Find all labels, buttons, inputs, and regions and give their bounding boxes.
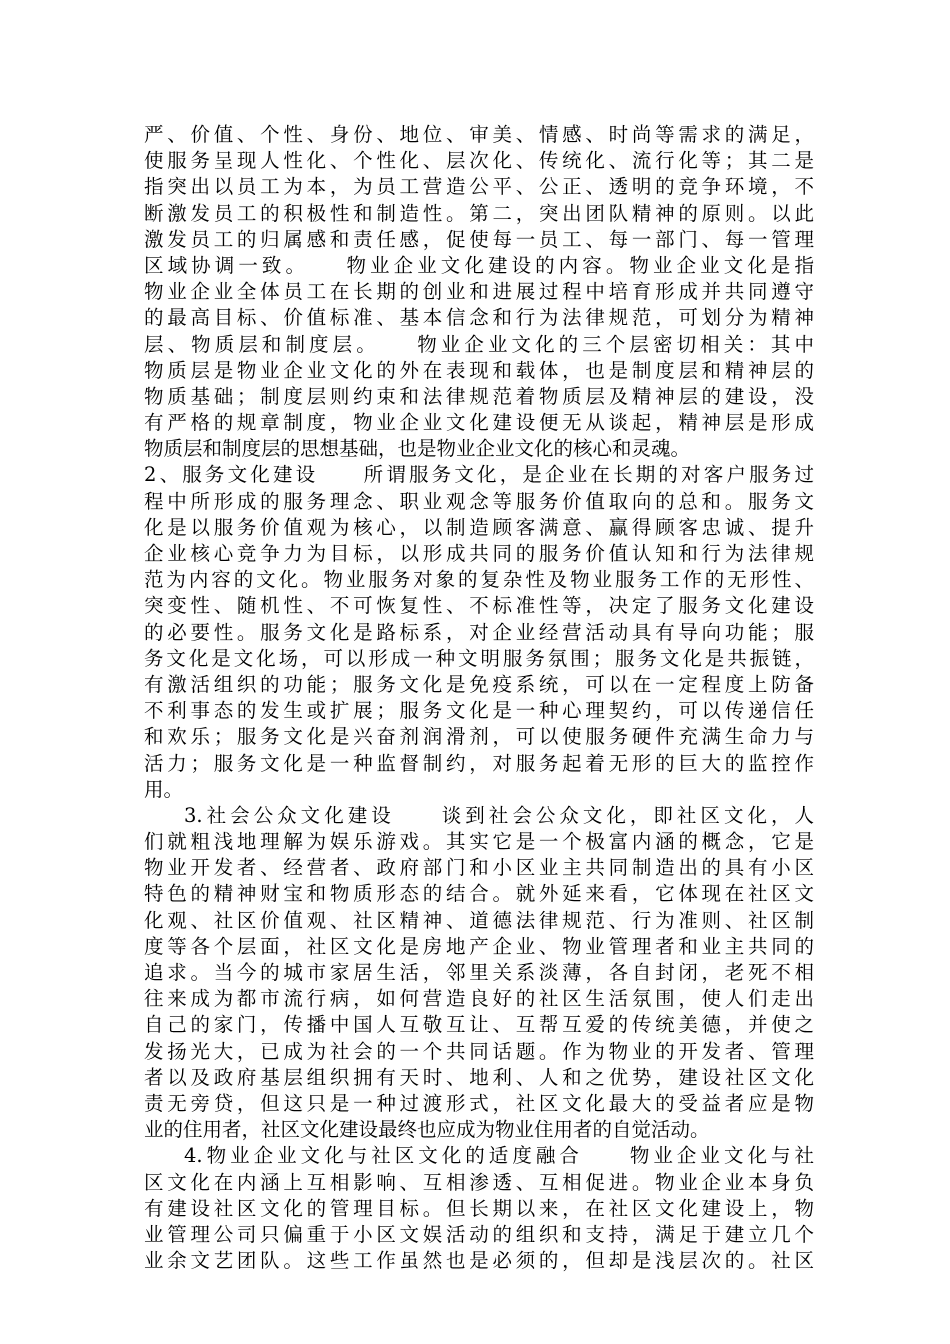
- text-line: 务文化是文化场，可以形成一种文明服务氛围；服务文化是共振链，: [144, 646, 814, 670]
- text-line: 特色的精神财宝和物质形态的结合。就外延来看，它体现在社区文: [144, 882, 814, 906]
- text-line: 的必要性。服务文化是路标系，对企业经营活动具有导向功能；服: [144, 620, 814, 644]
- text-line: 和欢乐；服务文化是兴奋剂润滑剂，可以使服务硬件充满生命力与: [144, 725, 814, 749]
- text-line: 物质基础；制度层则约束和法律规范着物质层及精神层的建设，没: [144, 384, 814, 408]
- text-line: 发扬光大，已成为社会的一个共同话题。作为物业的开发者、管理: [144, 1039, 814, 1063]
- text-line: 业余文艺团队。这些工作虽然也是必须的，但却是浅层次的。社区: [144, 1249, 814, 1273]
- text-line: 区文化在内涵上互相影响、互相渗透、互相促进。物业企业本身负: [144, 1170, 814, 1194]
- text-line: 有建设社区文化的管理目标。但长期以来，在社区文化建设上，物: [144, 1196, 814, 1220]
- text-line: 往来成为都市流行病，如何营造良好的社区生活氛围，使人们走出: [144, 987, 814, 1011]
- text-line: 4.物业企业文化与社区文化的适度融合 物业企业文化与社: [184, 1144, 814, 1168]
- text-line: 指突出以员工为本，为员工营造公平、公正、透明的竞争环境，不: [144, 175, 814, 199]
- text-line: 区域协调一致。 物业企业文化建设的内容。物业企业文化是指: [144, 253, 814, 277]
- text-line: 层、物质层和制度层。 物业企业文化的三个层密切相关：其中: [144, 332, 814, 356]
- text-line: 严、价值、个性、身份、地位、审美、情感、时尚等需求的满足，: [144, 123, 814, 146]
- text-line: 断激发员工的积极性和制造性。第二，突出团队精神的原则。以此: [144, 201, 814, 225]
- text-line: 2、服务文化建设 所谓服务文化，是企业在长期的对客户服务过: [144, 463, 814, 487]
- text-line: 物质层和制度层的思想基础，也是物业企业文化的核心和灵魂。: [144, 437, 691, 461]
- document-body-text: [144, 122, 814, 1274]
- text-line: 物业企业全体员工在长期的创业和进展过程中培育形成并共同遵守: [144, 280, 814, 304]
- text-line: 物业开发者、经营者、政府部门和小区业主共同制造出的具有小区: [144, 856, 814, 880]
- text-line: 物质层是物业企业文化的外在表现和载体，也是制度层和精神层的: [144, 358, 814, 382]
- text-line: 用。: [144, 777, 184, 801]
- text-line: 责无旁贷，但这只是一种过渡形式，社区文化最大的受益者应是物: [144, 1091, 814, 1115]
- text-line: 突变性、随机性、不可恢复性、不标准性等，决定了服务文化建设: [144, 594, 814, 618]
- text-line: 有严格的规章制度，物业企业文化建设便无从谈起，精神层是形成: [144, 411, 814, 435]
- text-line: 化观、社区价值观、社区精神、道德法律规范、行为准则、社区制: [144, 908, 814, 932]
- text-line: 们就粗浅地理解为娱乐游戏。其实它是一个极富内涵的概念，它是: [144, 830, 814, 854]
- text-line: 激发员工的归属感和责任感，促使每一员工、每一部门、每一管理: [144, 227, 814, 251]
- text-line: 有激活组织的功能；服务文化是免疫系统，可以在一定程度上防备: [144, 672, 814, 696]
- text-line: 使服务呈现人性化、个性化、层次化、传统化、流行化等；其二是: [144, 149, 814, 173]
- text-line: 者以及政府基层组织拥有天时、地利、人和之优势，建设社区文化: [144, 1065, 814, 1089]
- text-line: 业管理公司只偏重于小区文娱活动的组织和支持，满足于建立几个: [144, 1222, 814, 1246]
- text-line: 化是以服务价值观为核心，以制造顾客满意、赢得顾客忠诚、提升: [144, 515, 814, 539]
- text-line: 的最高目标、价值标准、基本信念和行为法律规范，可划分为精神: [144, 306, 814, 330]
- text-line: 度等各个层面，社区文化是房地产企业、物业管理者和业主共同的: [144, 934, 814, 958]
- text-line: 程中所形成的服务理念、职业观念等服务价值取向的总和。服务文: [144, 489, 814, 513]
- text-line: 活力；服务文化是一种监督制约，对服务起着无形的巨大的监控作: [144, 751, 814, 775]
- text-line: 不利事态的发生或扩展；服务文化是一种心理契约，可以传递信任: [144, 699, 814, 723]
- text-line: 业的住用者，社区文化建设最终也应成为物业住用者的自觉活动。: [144, 1118, 710, 1142]
- text-line: 范为内容的文化。物业服务对象的复杂性及物业服务工作的无形性、: [144, 568, 814, 592]
- text-line: 企业核心竞争力为目标，以形成共同的服务价值认知和行为法律规: [144, 542, 814, 565]
- text-line: 追求。当今的城市家居生活，邻里关系淡薄，各自封闭，老死不相: [144, 961, 814, 984]
- text-line: 3.社会公众文化建设 谈到社会公众文化，即社区文化，人: [184, 803, 814, 827]
- text-line: 自己的家门，传播中国人互敬互让、互帮互爱的传统美德，并使之: [144, 1013, 814, 1037]
